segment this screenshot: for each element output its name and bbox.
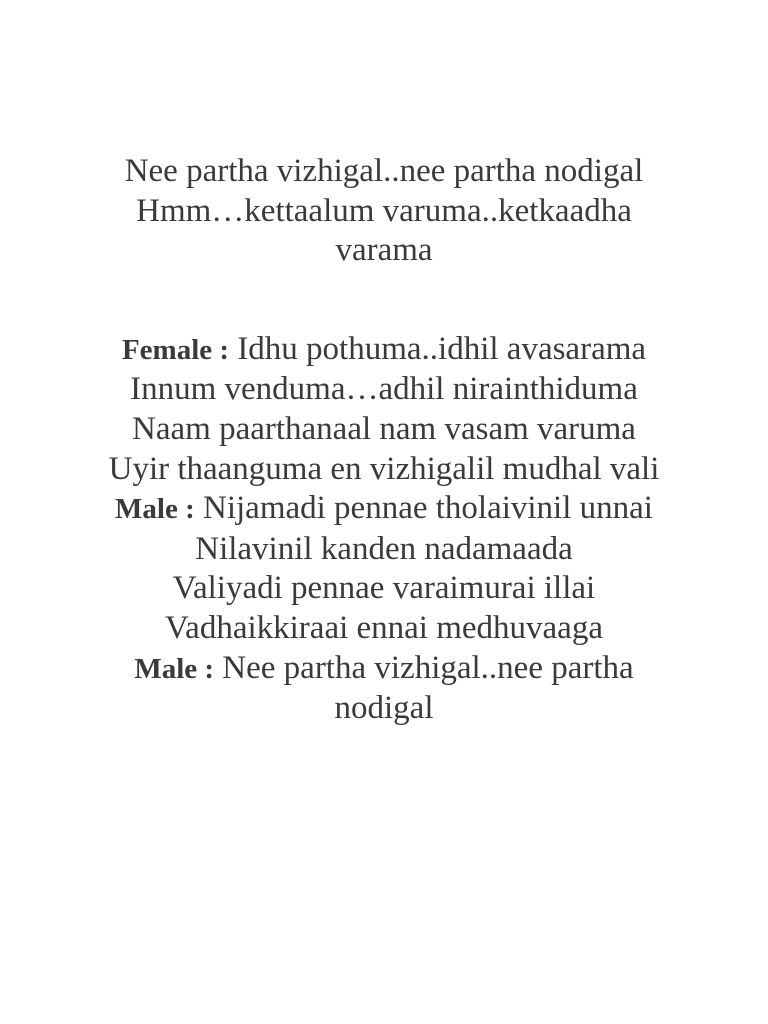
lyric-line-male xyxy=(90,489,678,530)
lyric-line-male xyxy=(90,649,678,729)
lyric-text: Nee partha vizhigal..nee partha nodigal xyxy=(222,649,634,727)
lyric-line: Nee partha vizhigal..nee partha nodigal xyxy=(124,153,644,189)
lyric-line: Valiyadi pennae varaimurai illai xyxy=(172,570,596,607)
lyric-line: Hmm…kettaalum varuma..ketkaadha varama xyxy=(136,192,632,269)
lyric-line: Uyir thaanguma en vizhigalil mudhal vali xyxy=(108,450,660,487)
lyric-line: Innum venduma…adhil nirainthiduma xyxy=(130,371,638,408)
speaker-label-male: Male : xyxy=(115,493,195,526)
lyric-line-female xyxy=(90,330,678,371)
speaker-label-male: Male : xyxy=(134,652,215,685)
lyric-line: Naam paarthanaal nam vasam varuma xyxy=(132,410,636,447)
lyrics-page xyxy=(90,152,678,729)
stanza-gap xyxy=(90,271,678,330)
speaker-label-female: Female : xyxy=(121,333,230,366)
lyric-line: Vadhaikkiraai ennai medhuvaaga xyxy=(165,609,603,646)
lyric-text: Nijamadi pennae tholaivinil unnai xyxy=(203,490,653,527)
lyric-text: Idhu pothuma..idhil avasarama xyxy=(237,330,647,367)
lyric-line: Nilavinil kanden nadamaada xyxy=(195,530,573,567)
